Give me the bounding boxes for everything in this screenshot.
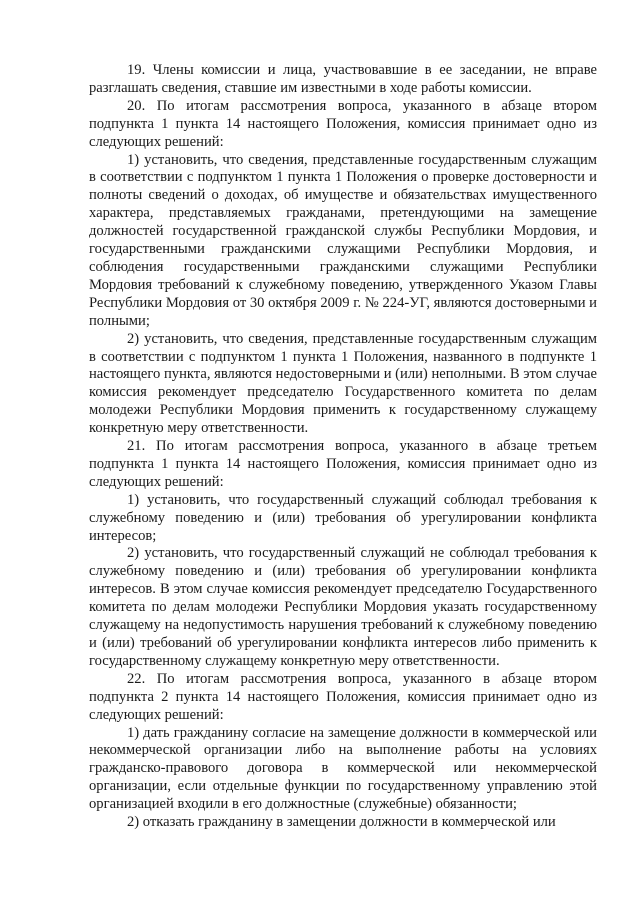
paragraph-21-item-1: 1) установить, что государственный служащий соблюдал требования к служебному поведению и (или) требования об урегулировании конфликта интересов; [89,491,597,544]
paragraph-21-item-2: 2) установить, что государственный служащий не соблюдал требования к служебному поведению и (или) требования об урегулировании конфликта интересов. В этом случае комиссия рекомендует председателю Государственного комитета по делам молодежи Республики Мордовия указать государственному служащему на недопустимость нарушения требований к служебному поведению и (или) требований об урегулировании конфликта интересов либо применить к государственному служащему конкретную меру ответственности. [89,545,597,669]
paragraph-20: 20. По итогам рассмотрения вопроса, указанного в абзаце втором подпункта 1 пункта 14 настоящего Положения, комиссия принимает одно из следующих решений: [89,97,597,150]
paragraph-22-item-1: 1) дать гражданину согласие на замещение должности в коммерческой или некоммерческой организации либо на выполнение работы на условиях гражданско-правового договора в коммерческой или некоммерческой организации, если отдельные функции по государственному управлению этой организацией входили в его должностные (служебные) обязанности; [89,724,597,813]
paragraph-22: 22. По итогам рассмотрения вопроса, указанного в абзаце втором подпункта 2 пункта 14 настоящего Положения, комиссия принимает одно из следующих решений: [89,670,597,723]
paragraph-19: 19. Члены комиссии и лица, участвовавшие в ее заседании, не вправе разглашать сведения, ставшие им известными в ходе работы комиссии. [89,62,597,96]
paragraph-21: 21. По итогам рассмотрения вопроса, указанного в абзаце третьем подпункта 1 пункта 14 настоящего Положения, комиссия принимает одно из следующих решений: [89,438,597,490]
paragraph-22-item-2: 2) отказать гражданину в замещении должности в коммерческой или [127,814,556,831]
paragraph-20-item-2: 2) установить, что сведения, представленные государственным служащим в соответствии с подпунктом 1 пункта 1 Положения, названного в подпункте 1 настоящего пункта, являются недостоверными и (или) неполными. В этом случае комиссия рекомендует председателю Государственного комитета по делам молодежи Республики Мордовия применить к государственному служащему конкретную меру ответственности. [89,330,597,437]
paragraph-20-item-1: 1) установить, что сведения, представленные государственным служащим в соответствии с подпунктом 1 пункта 1 Положения о проверке достоверности и полноты сведений о доходах, об имуществе и обязательствах имущественного характера, представляемых гражданами, претендующими на замещение должностей государственной гражданской службы Республики Мордовия, и государственными гражданскими служащими Республики Мордовия, и соблюдения государственными гражданскими служащими Республики Мордовия требований к служебному поведению, утвержденного Указом Главы Республики Мордовия от 30 октября 2009 г. № 224-УГ, являются достоверными и полными; [89,151,597,329]
document-page [89,62,597,832]
